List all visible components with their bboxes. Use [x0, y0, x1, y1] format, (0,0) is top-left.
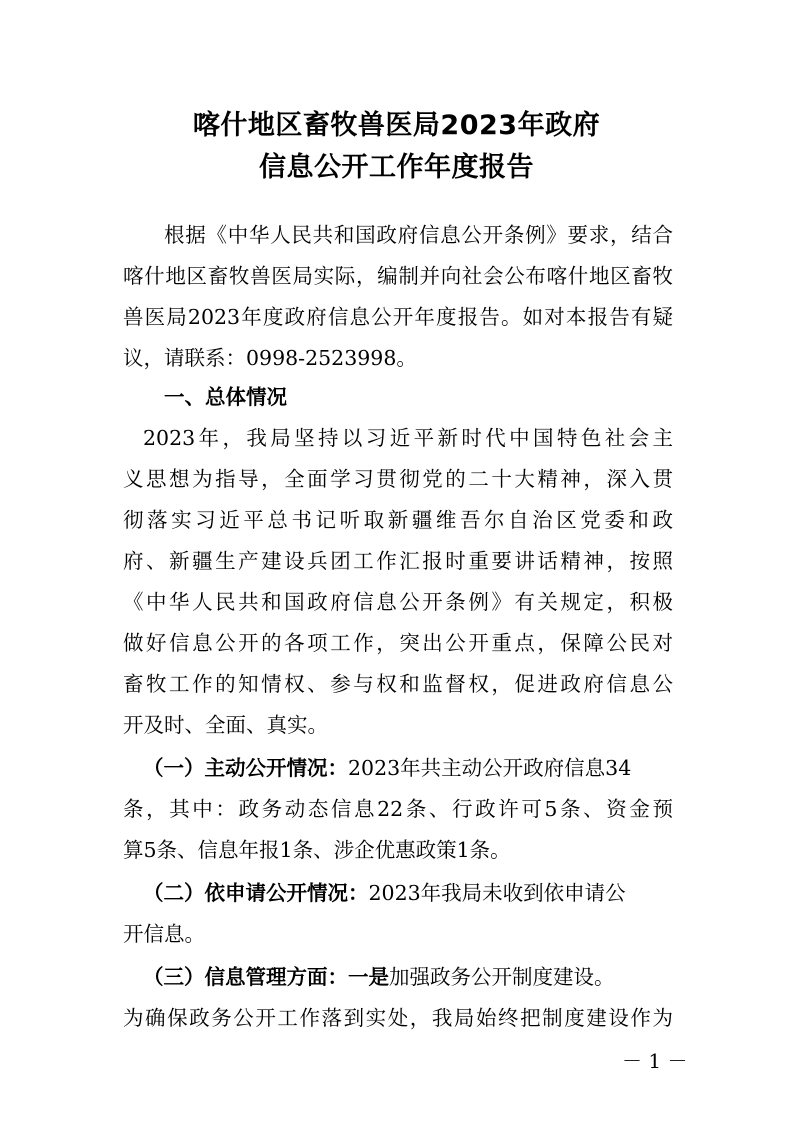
active-disclosure-line-2: 条，其中：政务动态信息22条、行政许可5条、资金预 [123, 797, 673, 821]
request-disclosure-label: （二）依申请公开情况： [143, 881, 369, 905]
request-disclosure-line-2: 开信息。 [123, 922, 205, 946]
overview-line-4: 府、新疆生产建设兵团工作汇报时重要讲话精神，按照 [123, 549, 673, 573]
active-disclosure-label: （一）主动公开情况： [143, 756, 348, 780]
overview-line-3: 彻落实习近平总书记听取新疆维吾尔自治区党委和政 [123, 508, 673, 532]
overview-line-2: 义思想为指导，全面学习贯彻党的二十大精神，深入贯 [123, 467, 673, 491]
management-label: （三）信息管理方面： [143, 965, 348, 989]
overview-line-6: 做好信息公开的各项工作，突出公开重点，保障公民对 [123, 631, 673, 655]
active-disclosure-text: 2023年共主动公开政府信息34 [348, 756, 632, 780]
overview-line-1: 2023年，我局坚持以习近平新时代中国特色社会主 [143, 426, 673, 450]
request-disclosure-text: 2023年我局未收到依申请公 [368, 881, 626, 905]
management-text: 加强政务公开制度建设。 [389, 965, 615, 989]
intro-line-1: 根据《中华人民共和国政府信息公开条例》要求，结合 [164, 223, 673, 247]
intro-line-4: 议，请联系：0998-2523998。 [123, 346, 417, 370]
document-title-line-2: 信息公开工作年度报告 [259, 152, 534, 183]
active-disclosure-line-1 [123, 753, 673, 783]
intro-line-3: 兽医局2023年度政府信息公开年度报告。如对本报告有疑 [123, 305, 673, 329]
page-number: － 1 － [622, 1049, 688, 1073]
management-line-1 [123, 962, 673, 992]
overview-line-8: 开及时、全面、真实。 [123, 713, 328, 737]
intro-line-2: 喀什地区畜牧兽医局实际，编制并向社会公布喀什地区畜牧 [123, 264, 673, 288]
active-disclosure-line-3: 算5条、信息年报1条、涉企优惠政策1条。 [123, 838, 511, 862]
overview-line-5: 《中华人民共和国政府信息公开条例》有关规定，积极 [123, 590, 673, 614]
request-disclosure-line-1 [123, 878, 673, 908]
overview-line-7: 畜牧工作的知情权、参与权和监督权，促进政府信息公 [123, 672, 673, 696]
document-title-line-1: 喀什地区畜牧兽医局2023年政府 [192, 110, 601, 141]
management-first-marker: 一是 [348, 965, 389, 989]
management-line-2: 为确保政务公开工作落到实处，我局始终把制度建设作为 [123, 1006, 673, 1030]
section-heading-overview: 一、总体情况 [164, 385, 287, 409]
